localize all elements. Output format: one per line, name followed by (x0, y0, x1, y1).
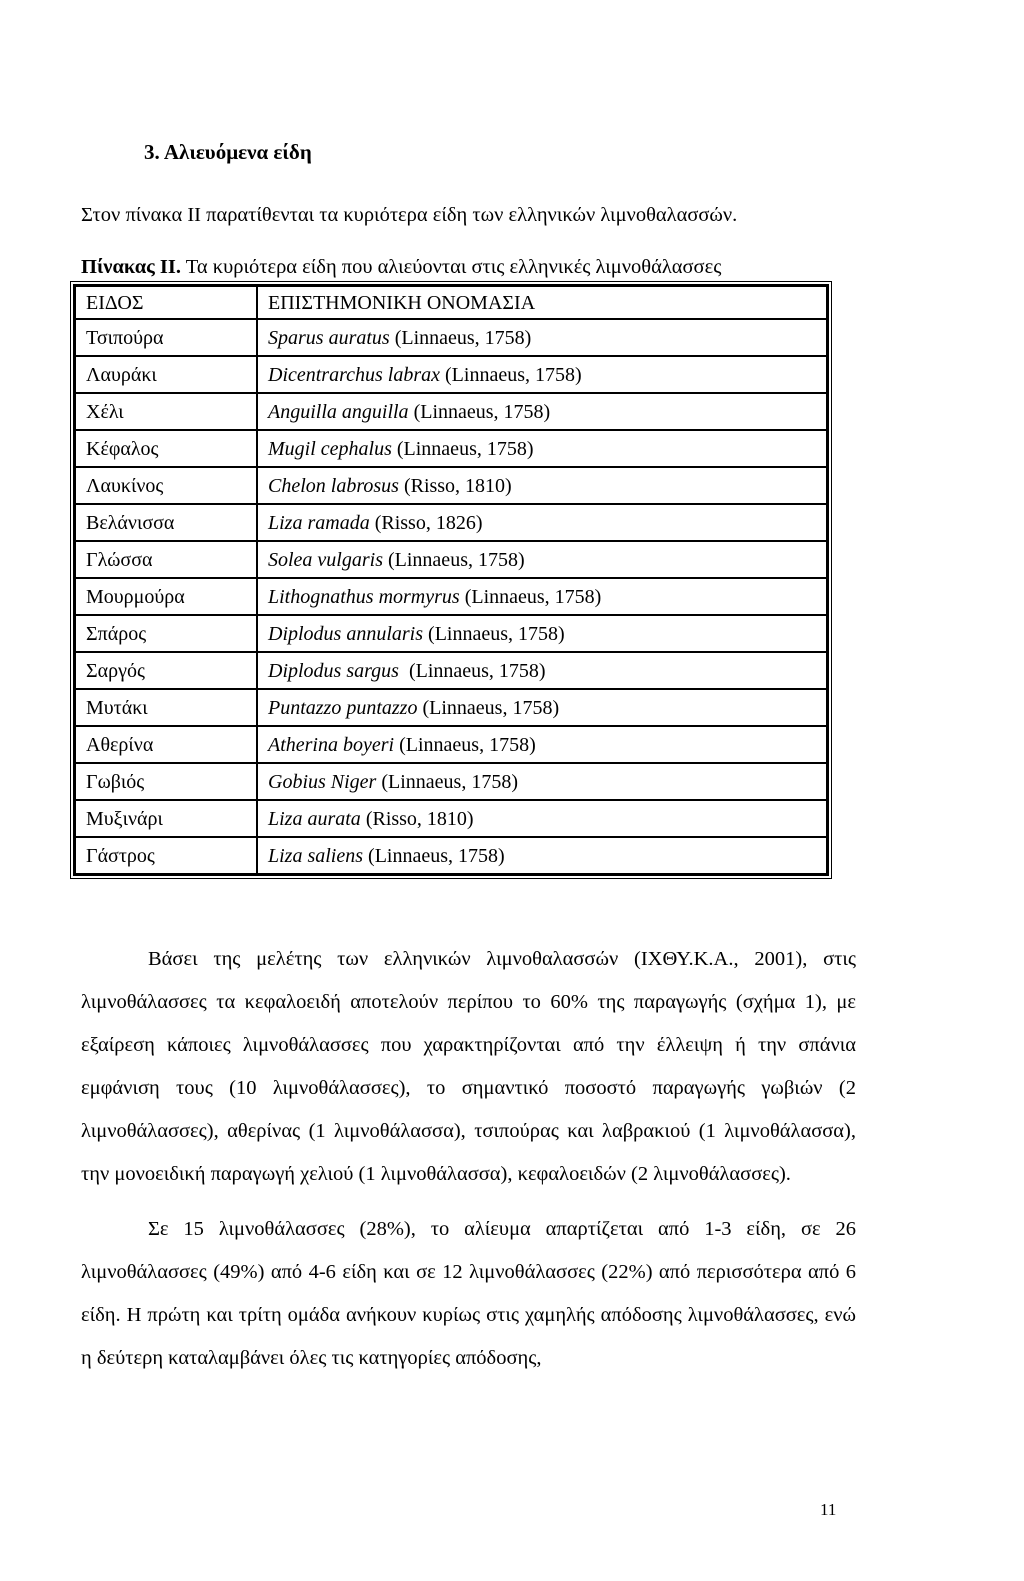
table-row (75, 541, 828, 578)
species-scientific-name (257, 578, 828, 615)
table-caption-label: Πίνακας ΙΙ. (81, 256, 181, 278)
scientific-author: (Linnaeus, 1758) (417, 696, 560, 719)
species-common-name: Χέλι (75, 393, 258, 430)
scientific-binomial: Liza ramada (268, 511, 370, 534)
species-scientific-name (257, 467, 828, 504)
species-common-name: Μουρμούρα (75, 578, 258, 615)
species-scientific-name (257, 837, 828, 875)
scientific-binomial: Lithognathus mormyrus (268, 585, 460, 608)
species-common-name: Τσιπούρα (75, 319, 258, 356)
species-common-name: Λαυκίνος (75, 467, 258, 504)
species-common-name: Μυτάκι (75, 689, 258, 726)
table-row (75, 393, 828, 430)
species-scientific-name (257, 541, 828, 578)
table-row (75, 615, 828, 652)
species-common-name: Αθερίνα (75, 726, 258, 763)
table-row (75, 356, 828, 393)
species-scientific-name (257, 356, 828, 393)
table-row (75, 319, 828, 356)
table-caption (81, 256, 721, 279)
scientific-author: (Linnaeus, 1758) (376, 770, 518, 793)
scientific-binomial: Diplodus annularis (268, 622, 424, 645)
scientific-binomial: Sparus auratus (268, 326, 390, 349)
scientific-binomial: Solea vulgaris (268, 548, 383, 571)
species-scientific-name (257, 726, 828, 763)
scientific-author: (Linnaeus, 1758) (398, 659, 546, 682)
species-scientific-name (257, 393, 828, 430)
section-heading: 3. Αλιευόμενα είδη (144, 140, 312, 164)
scientific-binomial: Anguilla anguilla (268, 400, 409, 423)
table-row (75, 689, 828, 726)
scientific-author: (Linnaeus, 1758) (440, 363, 582, 386)
intro-text: Στον πίνακα ΙΙ παρατίθενται τα κυριότερα είδη των ελληνικών λιμνοθαλασσών. (81, 204, 738, 226)
species-common-name: Γάστρος (75, 837, 258, 875)
scientific-binomial: Atherina boyeri (268, 733, 395, 756)
table-row (75, 652, 828, 689)
table-header-row (75, 286, 828, 320)
scientific-binomial: Liza saliens (268, 844, 364, 867)
paragraph-1: Βάσει της μελέτης των ελληνικών λιμνοθαλασσών (ΙΧΘΥ.Κ.Α., 2001), στις λιμνοθάλασσες τα κεφαλοειδή αποτελούν περίπου το 60% της παραγωγής (σχήμα 1), με εξαίρεση κάποιες λιμνοθάλασσες που χαρακτηρίζονται από την έλλειψη ή την σπάνια εμφάνιση τους (10 λιμνοθάλασσες), το σημαντικό ποσοστό παραγωγής γωβιών (2 λιμνοθάλασσες), αθερίνας (1 λιμνοθάλασσα), τσιπούρας και λαβρακιού (1 λιμνοθάλασσα), την μονοειδική παραγωγή χελιού (1 λιμνοθάλασσα), κεφαλοειδών (2 λιμνοθάλασσες). (81, 948, 856, 1185)
table-row (75, 837, 828, 875)
scientific-author: (Linnaeus, 1758) (389, 326, 532, 349)
scientific-binomial: Mugil cephalus (268, 437, 392, 460)
species-common-name: Λαυράκι (75, 356, 258, 393)
scientific-author: (Linnaeus, 1758) (363, 844, 505, 867)
scientific-author: (Linnaeus, 1758) (459, 585, 602, 608)
table-row (75, 726, 828, 763)
scientific-author: (Linnaeus, 1758) (391, 437, 534, 460)
scientific-author: (Linnaeus, 1758) (423, 622, 565, 645)
species-common-name: Γωβιός (75, 763, 258, 800)
paragraph-2: Σε 15 λιμνοθάλασσες (28%), το αλίευμα απαρτίζεται από 1-3 είδη, σε 26 λιμνοθάλασσες (49%) από 4-6 είδη και σε 12 λιμνοθάλασσες (22%) από περισσότερα από 6 είδη. Η πρώτη και τρίτη ομάδα ανήκουν κυρίως στις χαμηλής απόδοσης λιμνοθάλασσες, ενώ η δεύτερη καταλαμβάνει όλες τις κατηγορίες απόδοσης, (81, 1218, 856, 1369)
species-scientific-name (257, 800, 828, 837)
species-table (73, 284, 829, 876)
table-row (75, 467, 828, 504)
scientific-binomial: Liza aurata (268, 807, 361, 830)
species-scientific-name (257, 319, 828, 356)
table-row (75, 578, 828, 615)
table-row (75, 763, 828, 800)
species-common-name: Σπάρος (75, 615, 258, 652)
species-common-name: Γλώσσα (75, 541, 258, 578)
scientific-author: (Risso, 1810) (360, 807, 474, 830)
species-scientific-name (257, 504, 828, 541)
scientific-author: (Linnaeus, 1758) (383, 548, 525, 571)
species-scientific-name (257, 615, 828, 652)
species-scientific-name (257, 763, 828, 800)
species-scientific-name (257, 430, 828, 467)
header-scientific-name: ΕΠΙΣΤΗΜΟΝΙΚΗ ΟΝΟΜΑΣΙΑ (257, 286, 828, 320)
species-common-name: Κέφαλος (75, 430, 258, 467)
species-common-name: Βελάνισσα (75, 504, 258, 541)
scientific-binomial: Gobius Niger (268, 770, 377, 793)
table-row (75, 800, 828, 837)
scientific-binomial: Puntazzo puntazzo (268, 696, 418, 719)
scientific-binomial: Dicentrarchus labrax (268, 363, 441, 386)
species-scientific-name (257, 652, 828, 689)
species-common-name: Σαργός (75, 652, 258, 689)
table-row (75, 504, 828, 541)
scientific-author: (Risso, 1810) (398, 474, 512, 497)
species-common-name: Μυξινάρι (75, 800, 258, 837)
species-scientific-name (257, 689, 828, 726)
page-number: 11 (820, 1500, 837, 1519)
scientific-author: (Linnaeus, 1758) (408, 400, 551, 423)
header-species: ΕΙΔΟΣ (75, 286, 258, 320)
scientific-author: (Linnaeus, 1758) (394, 733, 536, 756)
scientific-binomial: Diplodus sargus (268, 659, 399, 682)
scientific-author: (Risso, 1826) (369, 511, 483, 534)
scientific-binomial: Chelon labrosus (268, 474, 399, 497)
table-row (75, 430, 828, 467)
table-caption-text: Τα κυριότερα είδη που αλιεύονται στις ελληνικές λιμνοθάλασσες (185, 256, 722, 278)
